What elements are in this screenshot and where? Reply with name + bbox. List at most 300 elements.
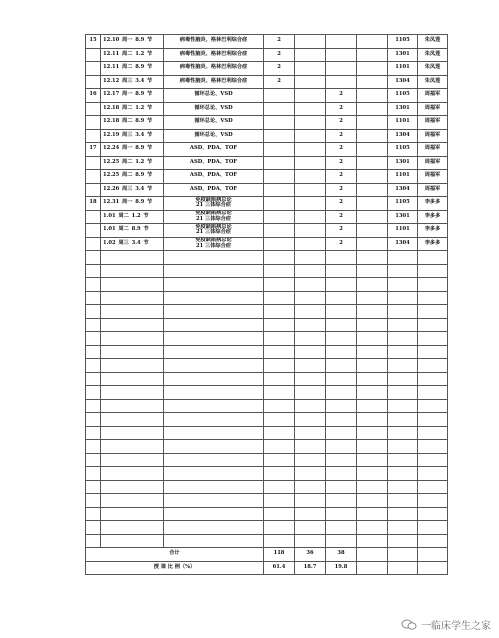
empty-cell [357,507,388,521]
teacher-cell: 朱凤莲 [418,62,448,76]
blank-cell [357,183,388,197]
empty-cell [164,534,264,548]
blank-cell [357,237,388,251]
empty-cell [295,426,326,440]
week-cell [86,129,101,143]
empty-cell [326,291,357,305]
theory-hours-cell [264,156,295,170]
content-cell [164,75,264,89]
ratio-row-lab: 18.7 [295,561,326,575]
content-line-2: 21 三体综合症 [196,242,231,249]
empty-cell [326,494,357,508]
empty-cell [86,278,101,292]
table-body [86,35,448,575]
empty-cell [101,480,164,494]
empty-cell [418,305,448,319]
lab-hours-cell [295,224,326,238]
empty-cell [101,399,164,413]
clinic-hours-cell: 2 [326,183,357,197]
empty-cell [388,426,418,440]
empty-cell [101,359,164,373]
teacher-cell: 周福军 [418,183,448,197]
content-line: 免疫缺陷病总论 [195,196,232,203]
content-cell [164,210,264,224]
empty-cell [101,413,164,427]
empty-row [86,345,448,359]
content-line: 循环总论、VSD [194,131,233,138]
empty-cell [388,521,418,535]
date-cell: 12.12 周三 3.4 节 [101,75,164,89]
empty-cell [86,413,101,427]
empty-row [86,386,448,400]
empty-cell [357,386,388,400]
empty-cell [101,386,164,400]
empty-cell [418,521,448,535]
empty-cell [326,251,357,265]
clinic-hours-cell: 2 [326,102,357,116]
teacher-cell: 朱凤莲 [418,48,448,62]
blank-cell [357,75,388,89]
clinic-hours-cell: 2 [326,156,357,170]
content-cell [164,197,264,211]
content-cell [164,143,264,157]
content-line-2: 21 三体综合症 [196,202,231,209]
content-line: 病毒性脑炎、格林巴利综合症 [179,50,248,57]
empty-cell [326,372,357,386]
empty-cell [164,359,264,373]
clinic-hours-cell: 2 [326,143,357,157]
content-cell [164,116,264,130]
empty-row [86,480,448,494]
empty-cell [388,561,418,575]
date-cell: 1.02 周三 3.4 节 [101,237,164,251]
empty-row [86,372,448,386]
empty-cell [418,332,448,346]
empty-cell [295,453,326,467]
empty-cell [388,291,418,305]
theory-hours-cell [264,129,295,143]
empty-cell [164,291,264,305]
empty-cell [357,534,388,548]
empty-cell [326,467,357,481]
empty-cell [295,467,326,481]
empty-row [86,291,448,305]
empty-cell [418,453,448,467]
empty-cell [164,332,264,346]
empty-cell [326,386,357,400]
empty-cell [388,318,418,332]
empty-cell [264,345,295,359]
theory-hours-cell: 2 [264,48,295,62]
empty-cell [264,399,295,413]
empty-cell [295,534,326,548]
content-line: 循环总论、VSD [194,104,233,111]
empty-cell [357,521,388,535]
empty-cell [295,264,326,278]
empty-cell [357,413,388,427]
empty-cell [101,345,164,359]
empty-cell [164,480,264,494]
teacher-cell: 周福军 [418,143,448,157]
content-line: ASD、PDA、TOF [189,145,238,152]
empty-cell [86,480,101,494]
empty-cell [357,372,388,386]
empty-cell [357,318,388,332]
theory-hours-cell [264,89,295,103]
empty-cell [86,521,101,535]
table-row [86,129,448,143]
empty-cell [164,386,264,400]
lab-hours-cell [295,116,326,130]
empty-cell [86,359,101,373]
empty-cell [295,386,326,400]
lab-hours-cell [295,237,326,251]
empty-row [86,467,448,481]
empty-cell [264,453,295,467]
empty-cell [264,386,295,400]
room-cell: 1101 [388,170,418,184]
empty-cell [326,507,357,521]
empty-row [86,426,448,440]
empty-cell [326,534,357,548]
empty-cell [418,561,448,575]
empty-cell [326,426,357,440]
theory-hours-cell [264,183,295,197]
lab-hours-cell [295,75,326,89]
empty-cell [418,318,448,332]
empty-cell [357,359,388,373]
empty-cell [264,440,295,454]
blank-cell [357,224,388,238]
empty-cell [418,534,448,548]
empty-row [86,534,448,548]
room-cell: 1301 [388,102,418,116]
empty-cell [264,480,295,494]
empty-cell [418,413,448,427]
empty-cell [164,399,264,413]
room-cell: 1304 [388,237,418,251]
empty-cell [86,305,101,319]
empty-cell [264,278,295,292]
totals-row [86,548,448,562]
content-cell [164,62,264,76]
empty-cell [357,480,388,494]
empty-cell [295,278,326,292]
empty-cell [357,399,388,413]
week-cell [86,62,101,76]
lab-hours-cell [295,183,326,197]
empty-cell [295,345,326,359]
week-cell: 16 [86,89,101,103]
date-cell: 12.18 周二 1.2 节 [101,102,164,116]
empty-cell [418,507,448,521]
teacher-cell: 周福军 [418,116,448,130]
lab-hours-cell [295,197,326,211]
empty-cell [164,453,264,467]
empty-cell [326,305,357,319]
empty-cell [264,534,295,548]
room-cell: 1301 [388,210,418,224]
theory-hours-cell [264,210,295,224]
content-line: 循环总论、VSD [194,118,233,125]
empty-cell [326,359,357,373]
empty-cell [86,494,101,508]
ratio-row-label: 授 课 比 例（%） [86,561,264,575]
empty-row [86,399,448,413]
empty-cell [388,345,418,359]
empty-cell [86,399,101,413]
blank-cell [357,210,388,224]
empty-cell [418,386,448,400]
empty-cell [326,440,357,454]
empty-cell [101,291,164,305]
empty-cell [101,534,164,548]
date-cell: 12.24 周一 8.9 节 [101,143,164,157]
table-row [86,237,448,251]
blank-cell [357,156,388,170]
clinic-hours-cell: 2 [326,197,357,211]
empty-cell [86,507,101,521]
empty-cell [101,251,164,265]
teacher-cell: 朱凤莲 [418,75,448,89]
empty-cell [86,453,101,467]
empty-cell [264,291,295,305]
wechat-official-account-icon [401,619,417,631]
table-row [86,48,448,62]
date-cell: 12.10 周一 8.9 节 [101,35,164,49]
teacher-cell: 周福军 [418,89,448,103]
lab-hours-cell [295,102,326,116]
table-row [86,197,448,211]
empty-cell [86,332,101,346]
empty-cell [418,372,448,386]
content-line: ASD、PDA、TOF [189,185,238,192]
empty-cell [86,372,101,386]
empty-cell [357,305,388,319]
empty-cell [295,372,326,386]
empty-cell [388,507,418,521]
content-cell [164,102,264,116]
empty-row [86,521,448,535]
theory-hours-cell [264,197,295,211]
empty-cell [388,453,418,467]
week-cell: 15 [86,35,101,49]
blank-cell [357,62,388,76]
empty-cell [326,521,357,535]
clinic-hours-cell: 2 [326,116,357,130]
ratio-row-theory: 61.4 [264,561,295,575]
empty-row [86,413,448,427]
empty-cell [326,345,357,359]
empty-cell [295,305,326,319]
lab-hours-cell [295,210,326,224]
empty-cell [264,413,295,427]
empty-cell [418,291,448,305]
empty-cell [295,291,326,305]
empty-cell [101,494,164,508]
empty-cell [164,345,264,359]
empty-cell [101,507,164,521]
table-row [86,75,448,89]
totals-row-clinic: 38 [326,548,357,562]
teacher-cell: 李多多 [418,210,448,224]
blank-cell [357,102,388,116]
empty-cell [295,359,326,373]
empty-cell [326,318,357,332]
date-cell: 1.01 周二 8.9 节 [101,224,164,238]
room-cell: 1304 [388,129,418,143]
blank-cell [357,89,388,103]
week-cell [86,224,101,238]
empty-cell [418,480,448,494]
blank-cell [357,48,388,62]
empty-cell [357,426,388,440]
empty-cell [418,345,448,359]
empty-row [86,318,448,332]
teaching-schedule-table [85,34,448,575]
empty-cell [326,332,357,346]
room-cell: 1301 [388,156,418,170]
empty-cell [388,372,418,386]
empty-cell [357,561,388,575]
watermark [401,617,491,632]
theory-hours-cell [264,170,295,184]
table-row [86,35,448,49]
empty-cell [295,480,326,494]
date-cell: 12.18 周二 8.9 节 [101,116,164,130]
content-line: 免疫缺陷病总论 [195,210,232,217]
empty-cell [418,264,448,278]
week-cell [86,210,101,224]
empty-cell [388,413,418,427]
lab-hours-cell [295,143,326,157]
empty-cell [418,440,448,454]
teacher-cell: 周福军 [418,170,448,184]
empty-row [86,264,448,278]
empty-cell [326,453,357,467]
empty-cell [357,467,388,481]
lab-hours-cell [295,89,326,103]
empty-cell [295,507,326,521]
empty-cell [418,467,448,481]
date-cell: 12.25 周二 8.9 节 [101,170,164,184]
room-cell: 1101 [388,62,418,76]
room-cell: 1101 [388,116,418,130]
empty-cell [357,440,388,454]
table-row [86,62,448,76]
teacher-cell: 周福军 [418,129,448,143]
empty-cell [388,440,418,454]
empty-cell [326,264,357,278]
content-cell [164,89,264,103]
clinic-hours-cell: 2 [326,170,357,184]
empty-row [86,332,448,346]
content-line: 病毒性脑炎、格林巴利综合症 [179,37,248,44]
empty-cell [101,440,164,454]
content-line: 免疫缺陷病总论 [195,237,232,244]
empty-cell [264,467,295,481]
content-line: ASD、PDA、TOF [189,172,238,179]
empty-cell [164,251,264,265]
teacher-cell: 周福军 [418,156,448,170]
room-cell: 1101 [388,224,418,238]
lab-hours-cell [295,62,326,76]
empty-cell [264,251,295,265]
lab-hours-cell [295,156,326,170]
empty-cell [86,426,101,440]
lab-hours-cell [295,35,326,49]
week-cell [86,183,101,197]
empty-cell [295,440,326,454]
empty-cell [164,494,264,508]
totals-row-lab: 36 [295,548,326,562]
empty-cell [418,359,448,373]
empty-cell [264,264,295,278]
ratio-row-clinic: 19.8 [326,561,357,575]
empty-cell [264,521,295,535]
theory-hours-cell [264,102,295,116]
theory-hours-cell [264,237,295,251]
clinic-hours-cell: 2 [326,237,357,251]
empty-cell [164,467,264,481]
content-cell [164,237,264,251]
empty-cell [86,534,101,548]
lab-hours-cell [295,48,326,62]
empty-cell [295,332,326,346]
empty-cell [86,345,101,359]
date-cell: 12.11 周二 8.9 节 [101,62,164,76]
theory-hours-cell: 2 [264,75,295,89]
empty-cell [418,426,448,440]
empty-cell [101,467,164,481]
clinic-hours-cell: 2 [326,224,357,238]
empty-cell [388,480,418,494]
empty-cell [388,399,418,413]
totals-row-theory: 118 [264,548,295,562]
empty-row [86,278,448,292]
empty-cell [295,494,326,508]
empty-cell [295,318,326,332]
empty-cell [357,453,388,467]
empty-cell [388,494,418,508]
empty-cell [388,548,418,562]
room-cell: 1105 [388,89,418,103]
content-cell [164,170,264,184]
clinic-hours-cell [326,48,357,62]
content-cell [164,183,264,197]
room-cell: 1105 [388,197,418,211]
empty-cell [418,278,448,292]
date-cell: 12.31 周一 8.9 节 [101,197,164,211]
content-line-2: 21 三体综合症 [196,215,231,222]
clinic-hours-cell: 2 [326,210,357,224]
empty-cell [418,494,448,508]
teacher-cell: 李多多 [418,237,448,251]
empty-cell [101,426,164,440]
empty-cell [101,332,164,346]
theory-hours-cell: 2 [264,35,295,49]
teacher-cell: 周福军 [418,102,448,116]
empty-cell [164,426,264,440]
empty-cell [264,372,295,386]
empty-cell [295,413,326,427]
empty-cell [388,305,418,319]
blank-cell [357,129,388,143]
empty-cell [388,467,418,481]
theory-hours-cell [264,116,295,130]
date-cell: 12.17 周一 8.9 节 [101,89,164,103]
blank-cell [357,170,388,184]
